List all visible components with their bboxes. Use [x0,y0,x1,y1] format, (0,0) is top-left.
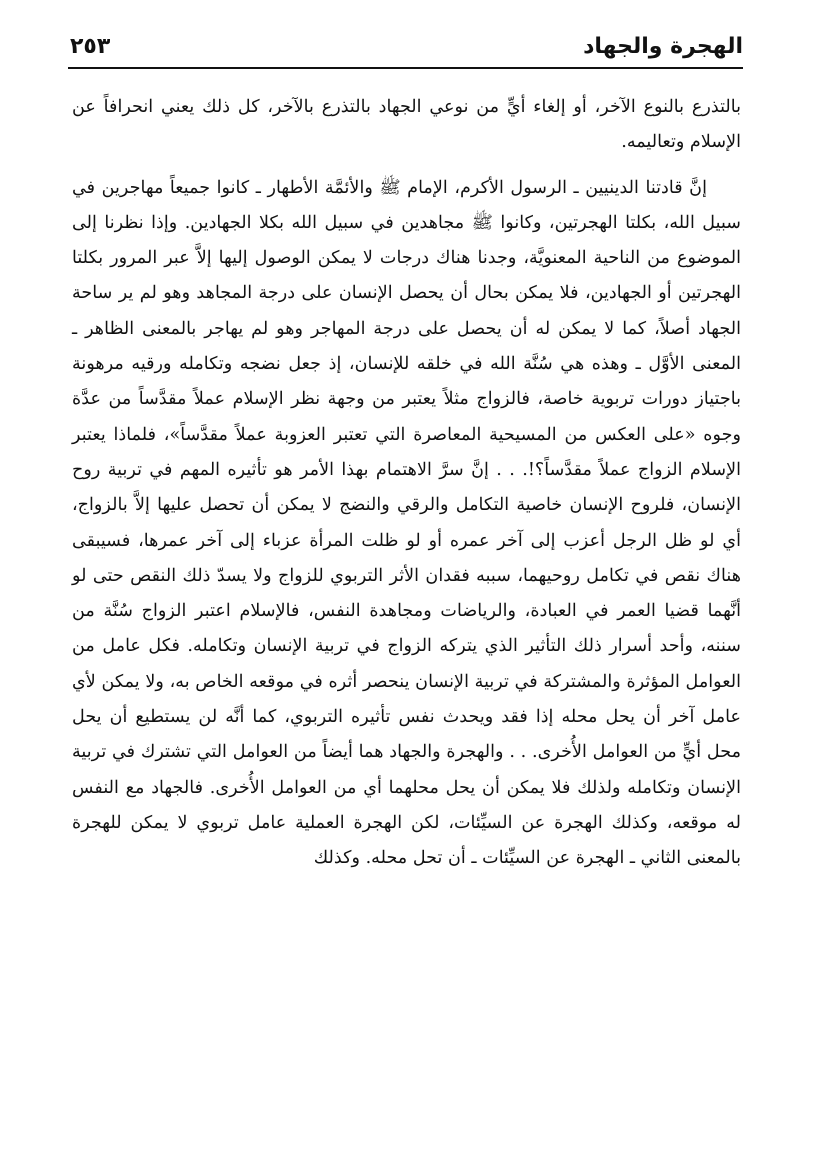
page-number: ٢٥٣ [70,34,111,59]
main-paragraph: إنَّ قادتنا الدينيين ـ الرسول الأكرم، الإمام ﷺ والأئمَّة الأطهار ـ كانوا جميعاً مهاجرين في سبيل الله، بكلتا الهجرتين، وكانوا ﷺ مجاهدين في سبيل الله بكلا الجهادين. وإذا نظرنا إلى الموضوع من الناحية المعنويَّة، وجدنا هناك درجات لا يمكن الوصول إليها إلاَّ عبر المرور بكلتا الهجرتين أو الجهادين، فلا يمكن بحال أن يحصل الإنسان على درجة المجاهد وهو لم ير ساحة الجهاد أصلاً، كما لا يمكن له أن يحصل على درجة المهاجر وهو لم يهاجر بالمعنى الظاهر ـ المعنى الأوَّل ـ وهذه هي سُنَّة الله في خلقه للإنسان، إذ جعل نضجه وتكامله ورقيه مرهونة باجتياز دورات تربوية خاصة، فالزواج مثلاً يعتبر من وجهة نظر الإسلام عملاً مقدَّساً من عدَّة وجوه «على العكس من المسيحية المعاصرة التي تعتبر العزوبة عملاً مقدَّساً»، فلماذا يعتبر الإسلام الزواج عملاً مقدَّساً؟!. . . إنَّ سرَّ الاهتمام بهذا الأمر هو تأثيره المهم في تربية روح الإنسان، فلروح الإنسان خاصية التكامل والرقي والنضج لا يمكن أن تحصل عليها إلاَّ بالزواج، أي لو ظل الرجل أعزب إلى آخر عمره أو لو ظلت المرأة عزباء إلى آخر عمرها، فسيبقى هناك نقص في تكامل روحيهما، سببه فقدان الأثر التربوي للزواج ولا يسدّ ذلك النقص حتى لو أنَّهما قضيا العمر في العبادة، والرياضات ومجاهدة النفس، فالإسلام اعتبر الزواج سُنَّة من سننه، وأحد أسرار ذلك التأثير الذي يتركه الزواج في تربية الإنسان وتكامله. فكل عامل من العوامل المؤثرة والمشتركة في تربية الإنسان ينحصر أثره في موقعه الخاص به، ولا يمكن لأي عامل آخر أن يحل محله إذا فقد ويحدث نفس تأثيره التربوي، كما أنَّه لن يستطيع أن يحل محل أيٍّ من العوامل الأُخرى. . . والهجرة والجهاد هما أيضاً من العوامل التي تشترك في تربية الإنسان وتكامله ولذلك فلا يمكن أن يحل محلهما أي من العوامل الأُخرى. فالجهاد مع النفس له موقعه، وكذلك الهجرة عن السيِّئات، لكن الهجرة العملية عامل تربوي لا يمكن للهجرة بالمعنى الثاني ـ الهجرة عن السيِّئات ـ أن تحل محله. وكذلك [72,177,741,869]
running-title: الهجرة والجهاد [583,34,743,59]
page-header [70,24,743,62]
page-body [72,90,741,877]
intro-paragraph: بالتذرع بالنوع الآخر، أو إلغاء أيٍّ من نوعي الجهاد بالتذرع بالآخر، كل ذلك يعني انحرافاً عن الإسلام وتعاليمه. [72,97,741,153]
header-rule [68,67,743,69]
